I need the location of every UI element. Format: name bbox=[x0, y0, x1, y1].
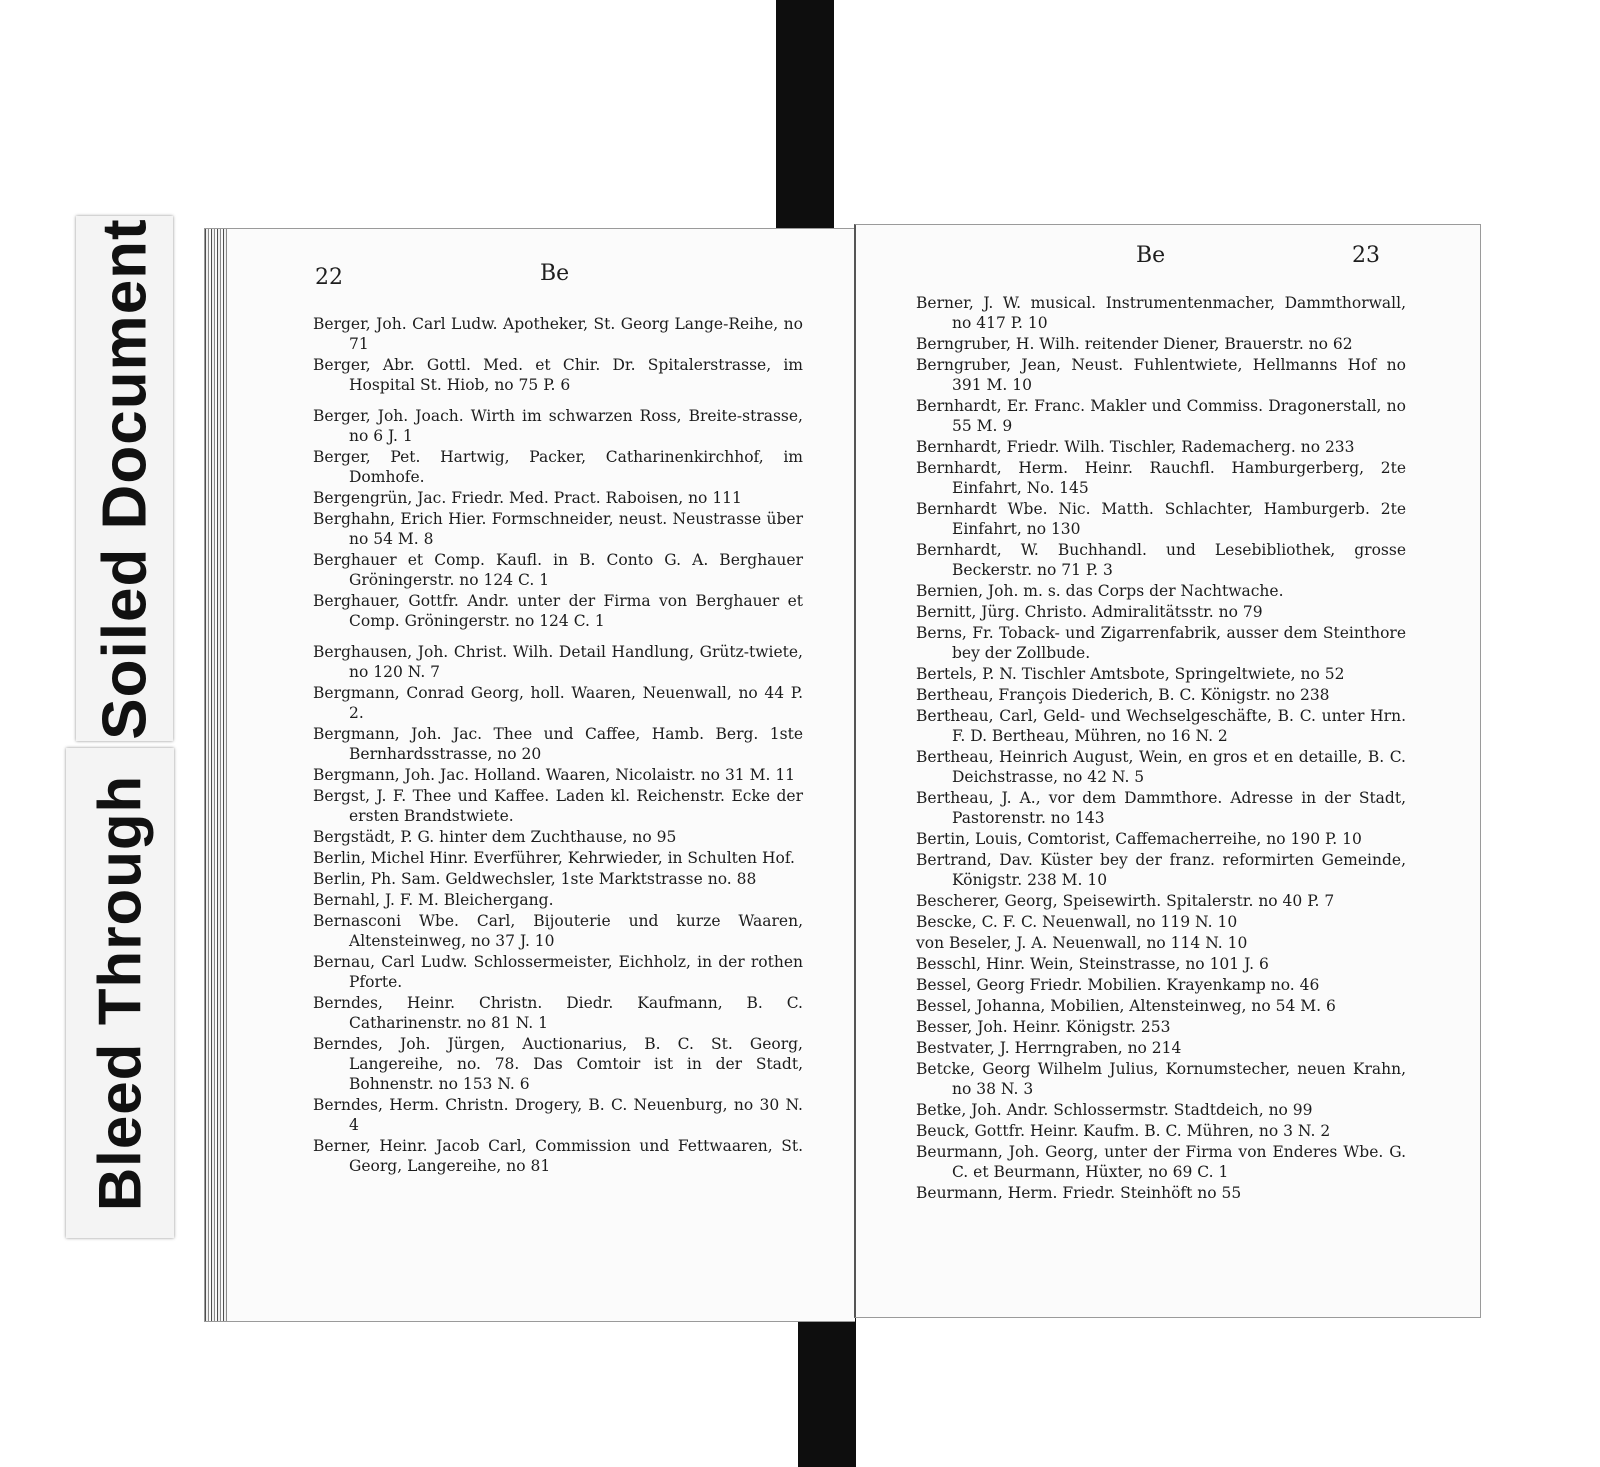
directory-entry: Berndes, Heinr. Christn. Diedr. Kaufmann, B. C. Catharinenstr. no 81 N. 1 bbox=[313, 994, 803, 1032]
directory-entry: Berger, Joh. Carl Ludw. Apotheker, St. Georg Lange-Reihe, no 71 bbox=[313, 315, 803, 353]
directory-entry: Bergstädt, P. G. hinter dem Zuchthause, no 95 bbox=[313, 828, 677, 846]
directory-entry: Betke, Joh. Andr. Schlossermstr. Stadtdeich, no 99 bbox=[916, 1101, 1313, 1119]
directory-entry: Bergmann, Joh. Jac. Holland. Waaren, Nicolaistr. no 31 M. 11 bbox=[313, 766, 796, 784]
soiled-document-text: Soiled Document bbox=[90, 217, 159, 740]
directory-entry: Besschl, Hinr. Wein, Steinstrasse, no 101 J. 6 bbox=[916, 955, 1269, 973]
left-entry-list bbox=[313, 314, 803, 1177]
directory-entry: Berlin, Ph. Sam. Geldwechsler, 1ste Marktstrasse no. 88 bbox=[313, 870, 757, 888]
directory-entry: Berngruber, Jean, Neust. Fuhlentwiete, Hellmanns Hof no 391 M. 10 bbox=[916, 356, 1406, 394]
directory-entry: Berger, Joh. Joach. Wirth im schwarzen Ross, Breite-strasse, no 6 J. 1 bbox=[313, 407, 803, 445]
directory-entry: Bernau, Carl Ludw. Schlossermeister, Eichholz, in der rothen Pforte. bbox=[313, 953, 803, 991]
directory-entry: Bernasconi Wbe. Carl, Bijouterie und kurze Waaren, Altensteinweg, no 37 J. 10 bbox=[313, 912, 803, 950]
directory-entry: Berlin, Michel Hinr. Everführer, Kehrwieder, in Schulten Hof. bbox=[313, 849, 795, 867]
directory-entry: von Beseler, J. A. Neuenwall, no 114 N. 10 bbox=[916, 934, 1248, 952]
directory-entry: Bernhardt, Herm. Heinr. Rauchfl. Hamburgerberg, 2te Einfahrt, No. 145 bbox=[916, 459, 1406, 497]
directory-entry: Berghahn, Erich Hier. Formschneider, neust. Neustrasse über no 54 M. 8 bbox=[313, 510, 803, 548]
directory-entry: Berghauer, Gottfr. Andr. unter der Firma von Berghauer et Comp. Gröningerstr. no 124 C. 1 bbox=[313, 592, 803, 630]
directory-entry: Bertheau, Carl, Geld- und Wechselgeschäfte, B. C. unter Hrn. F. D. Bertheau, Mühren, no 16 N. 2 bbox=[916, 707, 1406, 745]
directory-entry: Bergengrün, Jac. Friedr. Med. Pract. Raboisen, no 111 bbox=[313, 489, 742, 507]
directory-entry: Bernitt, Jürg. Christo. Admiralitätsstr. no 79 bbox=[916, 603, 1263, 621]
directory-entry: Betcke, Georg Wilhelm Julius, Kornumstecher, neuen Krahn, no 38 N. 3 bbox=[916, 1060, 1406, 1098]
directory-entry: Beuck, Gottfr. Heinr. Kaufm. B. C. Mühren, no 3 N. 2 bbox=[916, 1122, 1331, 1140]
directory-entry: Bescherer, Georg, Speisewirth. Spitalerstr. no 40 P. 7 bbox=[916, 892, 1335, 910]
directory-entry: Bernien, Joh. m. s. das Corps der Nachtwache. bbox=[916, 582, 1284, 600]
directory-entry: Bertels, P. N. Tischler Amtsbote, Springeltwiete, no 52 bbox=[916, 665, 1345, 683]
directory-entry: Bergst, J. F. Thee und Kaffee. Laden kl. Reichenstr. Ecke der ersten Brandstwiete. bbox=[313, 787, 803, 825]
page-number: 23 bbox=[1352, 243, 1380, 268]
bleed-through-label bbox=[66, 748, 174, 1238]
left-page bbox=[204, 228, 855, 1322]
directory-entry: Berngruber, H. Wilh. reitender Diener, Brauerstr. no 62 bbox=[916, 335, 1353, 353]
soiled-document-label bbox=[76, 216, 173, 741]
directory-entry: Bescke, C. F. C. Neuenwall, no 119 N. 10 bbox=[916, 913, 1238, 931]
directory-entry: Bestvater, J. Herrngraben, no 214 bbox=[916, 1039, 1182, 1057]
directory-entry: Bergmann, Conrad Georg, holl. Waaren, Neuenwall, no 44 P. 2. bbox=[313, 684, 803, 722]
directory-entry: Berger, Pet. Hartwig, Packer, Catharinenkirchhof, im Domhofe. bbox=[313, 448, 803, 486]
directory-entry: Beurmann, Herm. Friedr. Steinhöft no 55 bbox=[916, 1184, 1242, 1202]
directory-entry: Bessel, Johanna, Mobilien, Altensteinweg, no 54 M. 6 bbox=[916, 997, 1336, 1015]
directory-entry: Berndes, Herm. Christn. Drogery, B. C. Neuenburg, no 30 N. 4 bbox=[313, 1096, 803, 1134]
directory-entry: Bernahl, J. F. M. Bleichergang. bbox=[313, 891, 554, 909]
directory-entry: Berghauer et Comp. Kaufl. in B. Conto G. A. Berghauer Gröningerstr. no 124 C. 1 bbox=[313, 551, 803, 589]
directory-entry: Berghausen, Joh. Christ. Wilh. Detail Handlung, Grütz-twiete, no 120 N. 7 bbox=[313, 643, 803, 681]
binding-strip-bottom bbox=[798, 1310, 856, 1467]
binding-strip-top bbox=[776, 0, 834, 228]
directory-entry: Bertrand, Dav. Küster bey der franz. reformirten Gemeinde, Königstr. 238 M. 10 bbox=[916, 851, 1406, 889]
directory-entry: Bertheau, J. A., vor dem Dammthore. Adresse in der Stadt, Pastorenstr. no 143 bbox=[916, 789, 1406, 827]
directory-entry: Bertheau, François Diederich, B. C. Königstr. no 238 bbox=[916, 686, 1330, 704]
bleed-through-text: Bleed Through bbox=[86, 774, 154, 1212]
directory-entry: Berns, Fr. Toback- und Zigarrenfabrik, ausser dem Steinthore bey der Zollbude. bbox=[916, 624, 1406, 662]
directory-entry: Bernhardt, Friedr. Wilh. Tischler, Rademacherg. no 233 bbox=[916, 438, 1355, 456]
directory-entry: Bessel, Georg Friedr. Mobilien. Krayenkamp no. 46 bbox=[916, 976, 1320, 994]
directory-entry: Berndes, Joh. Jürgen, Auctionarius, B. C. St. Georg, Langereihe, no. 78. Das Comtoir ist in der Stadt, Bohnenstr. no 153 N. 6 bbox=[313, 1035, 803, 1093]
directory-entry: Besser, Joh. Heinr. Königstr. 253 bbox=[916, 1018, 1171, 1036]
directory-entry: Beurmann, Joh. Georg, unter der Firma von Enderes Wbe. G. C. et Beurmann, Hüxter, no 69 C. 1 bbox=[916, 1143, 1406, 1181]
directory-entry: Bernhardt, W. Buchhandl. und Lesebibliothek, grosse Beckerstr. no 71 P. 3 bbox=[916, 541, 1406, 579]
running-head: Be bbox=[1136, 243, 1166, 268]
directory-entry: Bernhardt Wbe. Nic. Matth. Schlachter, Hamburgerb. 2te Einfahrt, no 130 bbox=[916, 500, 1406, 538]
right-page bbox=[854, 224, 1481, 1318]
right-entry-list bbox=[916, 293, 1406, 1204]
running-head: Be bbox=[540, 261, 570, 286]
page-number: 22 bbox=[315, 265, 343, 290]
directory-entry: Bertin, Louis, Comtorist, Caffemacherreihe, no 190 P. 10 bbox=[916, 830, 1362, 848]
directory-entry: Bertheau, Heinrich August, Wein, en gros et en detaille, B. C. Deichstrasse, no 42 N. 5 bbox=[916, 748, 1406, 786]
open-book bbox=[200, 224, 1480, 1324]
directory-entry: Berner, Heinr. Jacob Carl, Commission und Fettwaaren, St. Georg, Langereihe, no 81 bbox=[313, 1137, 803, 1175]
directory-entry: Bernhardt, Er. Franc. Makler und Commiss. Dragonerstall, no 55 M. 9 bbox=[916, 397, 1406, 435]
directory-entry: Berger, Abr. Gottl. Med. et Chir. Dr. Spitalerstrasse, im Hospital St. Hiob, no 75 P. 6 bbox=[313, 356, 803, 394]
directory-entry: Bergmann, Joh. Jac. Thee und Caffee, Hamb. Berg. 1ste Bernhardsstrasse, no 20 bbox=[313, 725, 803, 763]
directory-entry: Berner, J. W. musical. Instrumentenmacher, Dammthorwall, no 417 P. 10 bbox=[916, 294, 1406, 332]
